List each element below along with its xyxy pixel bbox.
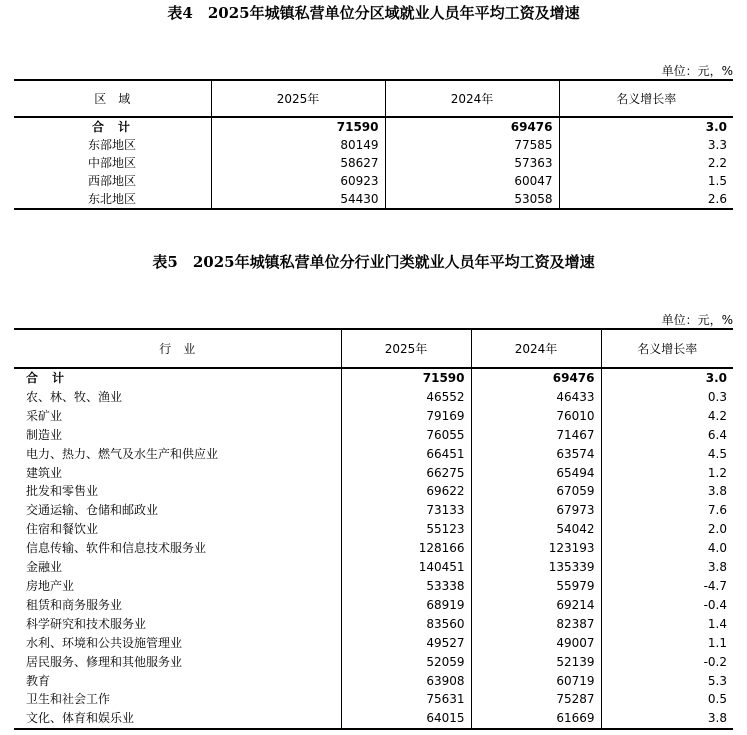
value-2025: 60923: [211, 172, 385, 190]
value-2024: 67973: [471, 501, 601, 520]
row-name: 建筑业: [26, 465, 63, 480]
growth-rate: 2.0: [601, 520, 733, 539]
value-2025: 69622: [341, 482, 471, 501]
row-name: 合 计: [26, 371, 66, 385]
growth-rate: 5.3: [601, 672, 733, 691]
table-row: [14, 388, 733, 407]
growth-rate: 3.8: [601, 482, 733, 501]
value-2025: 54430: [211, 190, 385, 209]
value-2025: 76055: [341, 426, 471, 445]
total-row: [14, 117, 733, 136]
value-2024: 69476: [385, 117, 559, 136]
value-2024: 57363: [385, 154, 559, 172]
growth-rate: 6.4: [601, 426, 733, 445]
row-name: 采矿业: [26, 408, 63, 423]
table5-unit-note: 单位：元，%: [661, 313, 733, 327]
value-2025: 66451: [341, 445, 471, 464]
table4-region-wages: [14, 79, 733, 210]
row-name: 科学研究和技术服务业: [26, 616, 147, 631]
table4-title: 表4 2025年城镇私营单位分区域就业人员年平均工资及增速: [167, 4, 580, 22]
value-2025: 58627: [211, 154, 385, 172]
growth-rate: 4.2: [601, 407, 733, 426]
header-2024: 2024年: [385, 80, 559, 117]
value-2024: 49007: [471, 634, 601, 653]
table-row: [14, 558, 733, 577]
table-row: [14, 653, 733, 672]
value-2025: 66275: [341, 464, 471, 483]
value-2025: 80149: [211, 136, 385, 154]
value-2025: 53338: [341, 577, 471, 596]
table-row: [14, 501, 733, 520]
value-2024: 60047: [385, 172, 559, 190]
growth-rate: 3.0: [601, 368, 733, 388]
value-2024: 82387: [471, 615, 601, 634]
value-2024: 135339: [471, 558, 601, 577]
value-2025: 49527: [341, 634, 471, 653]
row-name: 房地产业: [26, 578, 75, 593]
value-2024: 63574: [471, 445, 601, 464]
value-2024: 54042: [471, 520, 601, 539]
value-2024: 71467: [471, 426, 601, 445]
value-2025: 128166: [341, 539, 471, 558]
growth-rate: -4.7: [601, 577, 733, 596]
row-name: 住宿和餐饮业: [26, 522, 99, 537]
table-row: [14, 445, 733, 464]
table-row: [14, 690, 733, 709]
value-2024: 61669: [471, 709, 601, 729]
header-growth: 名义增长率: [601, 329, 733, 368]
table5-industry-wages: [14, 328, 733, 730]
row-name: 批发和零售业: [26, 484, 99, 499]
growth-rate: 1.5: [559, 172, 733, 190]
row-name: 文化、体育和娱乐业: [26, 711, 135, 726]
row-name: 水利、环境和公共设施管理业: [26, 635, 183, 650]
row-name: 金融业: [26, 560, 63, 575]
value-2025: 140451: [341, 558, 471, 577]
value-2025: 79169: [341, 407, 471, 426]
value-2025: 68919: [341, 596, 471, 615]
table-row: [14, 577, 733, 596]
value-2024: 69476: [471, 368, 601, 388]
value-2024: 55979: [471, 577, 601, 596]
growth-rate: 4.5: [601, 445, 733, 464]
value-2024: 77585: [385, 136, 559, 154]
growth-rate: 2.2: [559, 154, 733, 172]
row-name: 租赁和商务服务业: [26, 597, 123, 612]
table4-unit-note: 单位：元，%: [661, 64, 733, 78]
header-2025: 2025年: [211, 80, 385, 117]
value-2025: 71590: [211, 117, 385, 136]
growth-rate: 0.5: [601, 690, 733, 709]
value-2025: 52059: [341, 653, 471, 672]
table-row: [14, 426, 733, 445]
value-2024: 53058: [385, 190, 559, 209]
value-2025: 63908: [341, 672, 471, 691]
value-2024: 46433: [471, 388, 601, 407]
table-row: [14, 634, 733, 653]
growth-rate: 1.4: [601, 615, 733, 634]
row-name: 制造业: [26, 427, 63, 442]
growth-rate: -0.4: [601, 596, 733, 615]
total-row: [14, 368, 733, 388]
growth-rate: 0.3: [601, 388, 733, 407]
growth-rate: 3.0: [559, 117, 733, 136]
table5-body: [14, 368, 733, 729]
header-2025: 2025年: [341, 329, 471, 368]
table4-header-row: [14, 80, 733, 117]
value-2025: 46552: [341, 388, 471, 407]
table4-body: [14, 117, 733, 209]
row-name: 东北地区: [88, 192, 137, 206]
header-2024: 2024年: [471, 329, 601, 368]
table-row: [14, 190, 733, 209]
value-2024: 76010: [471, 407, 601, 426]
table-row: [14, 172, 733, 190]
value-2025: 83560: [341, 615, 471, 634]
value-2024: 123193: [471, 539, 601, 558]
value-2025: 73133: [341, 501, 471, 520]
row-name: 西部地区: [88, 174, 137, 188]
table-row: [14, 407, 733, 426]
header-region: 区 域: [94, 92, 131, 106]
row-name: 信息传输、软件和信息技术服务业: [26, 541, 207, 556]
growth-rate: 3.8: [601, 558, 733, 577]
growth-rate: 4.0: [601, 539, 733, 558]
table-row: [14, 464, 733, 483]
table-row: [14, 709, 733, 729]
value-2025: 55123: [341, 520, 471, 539]
value-2024: 60719: [471, 672, 601, 691]
row-name: 中部地区: [88, 156, 137, 170]
growth-rate: 2.6: [559, 190, 733, 209]
table-row: [14, 539, 733, 558]
row-name: 卫生和社会工作: [26, 692, 111, 707]
table-row: [14, 615, 733, 634]
table5-header-row: [14, 329, 733, 368]
row-name: 交通运输、仓储和邮政业: [26, 503, 159, 518]
value-2025: 75631: [341, 690, 471, 709]
value-2024: 75287: [471, 690, 601, 709]
table5-title: 表5 2025年城镇私营单位分行业门类就业人员年平均工资及增速: [152, 253, 595, 271]
growth-rate: -0.2: [601, 653, 733, 672]
row-name: 农、林、牧、渔业: [26, 389, 123, 404]
growth-rate: 1.2: [601, 464, 733, 483]
table-row: [14, 520, 733, 539]
value-2024: 67059: [471, 482, 601, 501]
row-name: 合 计: [92, 120, 132, 134]
growth-rate: 7.6: [601, 501, 733, 520]
value-2024: 69214: [471, 596, 601, 615]
growth-rate: 3.8: [601, 709, 733, 729]
value-2024: 65494: [471, 464, 601, 483]
row-name: 教育: [26, 673, 51, 688]
value-2025: 64015: [341, 709, 471, 729]
table-row: [14, 136, 733, 154]
table-row: [14, 596, 733, 615]
value-2024: 52139: [471, 653, 601, 672]
growth-rate: 1.1: [601, 634, 733, 653]
header-industry: 行 业: [159, 342, 196, 356]
table-row: [14, 672, 733, 691]
value-2025: 71590: [341, 368, 471, 388]
header-growth: 名义增长率: [559, 80, 733, 117]
table-row: [14, 154, 733, 172]
growth-rate: 3.3: [559, 136, 733, 154]
row-name: 电力、热力、燃气及水生产和供应业: [26, 446, 219, 461]
table-row: [14, 482, 733, 501]
row-name: 居民服务、修理和其他服务业: [26, 654, 183, 669]
row-name: 东部地区: [88, 138, 137, 152]
